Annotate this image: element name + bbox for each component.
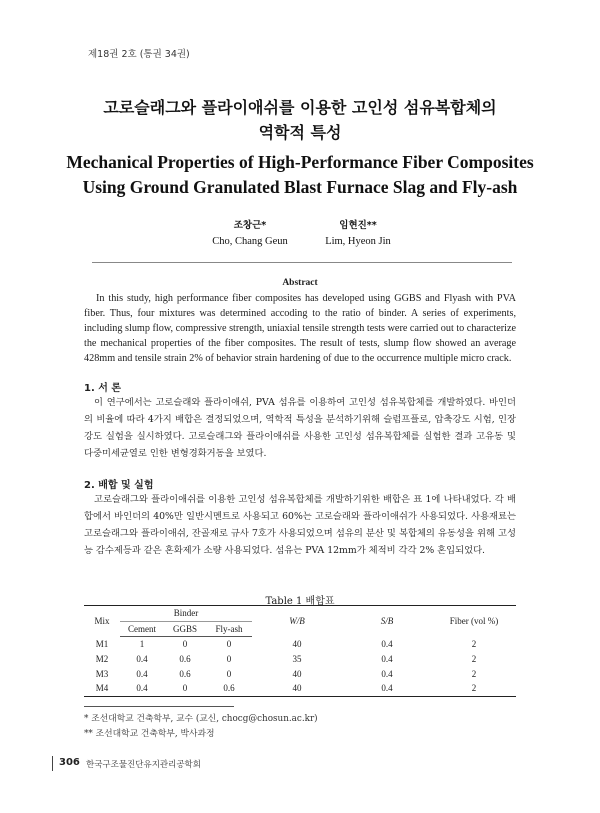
table-row	[84, 666, 516, 681]
table-cell: 35	[292, 654, 302, 665]
section-2-text: 고로슬래그와 플라이애쉬를 이용한 고인성 섬유복합체를 개발하기위한 배합은 표 1에 나타내었다. 각 배합에서 바인더의 40%만 일반시멘트로 사용되고 60%는 고로슬래와 플라이애쉬가 사용되었다. 사용재료는 고로슬래그와 플라이애쉬, 잔골재로 규사 7호가 사용되었으며 섬유의 분산 및 복합체의 유동성을 위해 고성능 감수제등과 같은 혼화제가 소량 사용되었다. 섬유는 PVA 12mm가 체적비 각각 2% 혼입되었다.	[84, 494, 516, 556]
table-cell: 0	[226, 668, 232, 679]
col-wb: W/B	[252, 606, 342, 637]
table-cell: 0.4	[342, 681, 432, 696]
table-cell: 0.6	[179, 668, 191, 679]
col-binder: Binder	[120, 606, 252, 622]
abstract-heading: Abstract	[282, 278, 318, 288]
author-1-name-kr: 조창근*	[233, 220, 267, 231]
page-number: 306	[59, 757, 80, 768]
table-cell: 40	[292, 639, 302, 650]
table-cell: M1	[95, 639, 109, 650]
table-row	[84, 637, 516, 652]
col-flyash: Fly-ash	[206, 621, 252, 637]
title-divider	[92, 262, 512, 263]
title-kr-line-2: 역학적 특성	[258, 123, 342, 142]
mix-table	[84, 605, 516, 697]
footnote-divider	[84, 706, 234, 707]
col-cement: Cement	[120, 621, 164, 637]
table-cell: 0.4	[136, 668, 148, 679]
col-ggbs: GGBS	[164, 621, 206, 637]
journal-name: 한국구조물진단유지관리공학회	[86, 760, 201, 770]
table-cell: 0.4	[381, 668, 393, 679]
table-cell: 0	[164, 681, 206, 696]
title-kr-line-1: 고로슬래그와 플라이애쉬를 이용한 고인성 섬유복합체의	[103, 98, 497, 117]
table-cell: 2	[471, 668, 477, 679]
issue-info: 제18권 2호 (통권 34권)	[88, 49, 190, 60]
table-cell: 0.4	[120, 681, 164, 696]
table-cell: 40	[252, 681, 342, 696]
table-cell: 0.4	[381, 654, 393, 665]
table-row	[84, 681, 516, 696]
title-en-line-1: Mechanical Properties of High-Performance Fiber Composites	[66, 152, 534, 172]
table-cell: M2	[95, 654, 109, 665]
page-number-bar	[52, 756, 53, 771]
table-cell: M4	[84, 681, 120, 696]
table-cell: 0	[226, 654, 232, 665]
author-2-name-kr: 임현진**	[339, 220, 377, 231]
table-cell: 2	[471, 639, 477, 650]
table-cell: 0	[226, 639, 232, 650]
title-en-line-2: Using Ground Granulated Blast Furnace Slag and Fly-ash	[82, 177, 518, 197]
footnote-2: ** 조선대학교 건축학부, 박사과정	[84, 729, 215, 739]
table-cell: 40	[292, 668, 302, 679]
col-mix: Mix	[84, 606, 120, 637]
table-cell: 2	[432, 681, 516, 696]
table-cell: 0	[182, 639, 188, 650]
table-cell: 0.6	[206, 681, 252, 696]
footnote-1: * 조선대학교 건축학부, 교수 (교신, chocg@chosun.ac.kr)	[84, 714, 318, 724]
table-cell: 0.6	[179, 654, 191, 665]
section-1-text: 이 연구에서는 고로슬래와 플라이애쉬, PVA 섬유를 이용하여 고인성 섬유복합체를 개발하였다. 바인더의 비율에 따라 4가지 배합은 결정되었으며, 역학적 특성을 분석하기위해 슬럼프플로, 압축강도 시험, 인장강도 실험을 실시하였다. 고로슬래그와 플라이애쉬를 사용한 고인성 섬유복합체를 실험한 결과 고유동 및 다중미세균열로 인한 변형경화거동을 보였다.	[84, 397, 516, 459]
col-sb: S/B	[342, 606, 432, 637]
table-cell: 1	[139, 639, 145, 650]
table-cell: 0.4	[381, 639, 393, 650]
author-1-name-en: Cho, Chang Geun	[212, 236, 288, 247]
table-cell: 2	[471, 654, 477, 665]
author-2-name-en: Lim, Hyeon Jin	[325, 236, 391, 247]
table-row	[84, 652, 516, 667]
col-fiber: Fiber (vol %)	[432, 606, 516, 637]
table-cell: M3	[95, 668, 109, 679]
section-1-heading: 1. 서 론	[84, 383, 122, 394]
table-cell: 0.4	[136, 654, 148, 665]
abstract-text: In this study, high performance fiber composites has developed using GGBS and Flyash with PVA fiber. Thus, four mixtures was determined accoding to the ratio of binder. A series of experiments, including slump flow, compressive strength, uniaxial tensile strength tests were carried out to characterize the mechanical properties of the fiber composites. The result of tests, slump flow showed an average 428mm and tensile strain 2% of behavior strain hardening of due to the occurrence multiple micro crack.	[84, 293, 516, 364]
table-caption: Table 1 배합표	[265, 596, 335, 607]
section-2-heading: 2. 배합 및 실험	[84, 480, 154, 491]
